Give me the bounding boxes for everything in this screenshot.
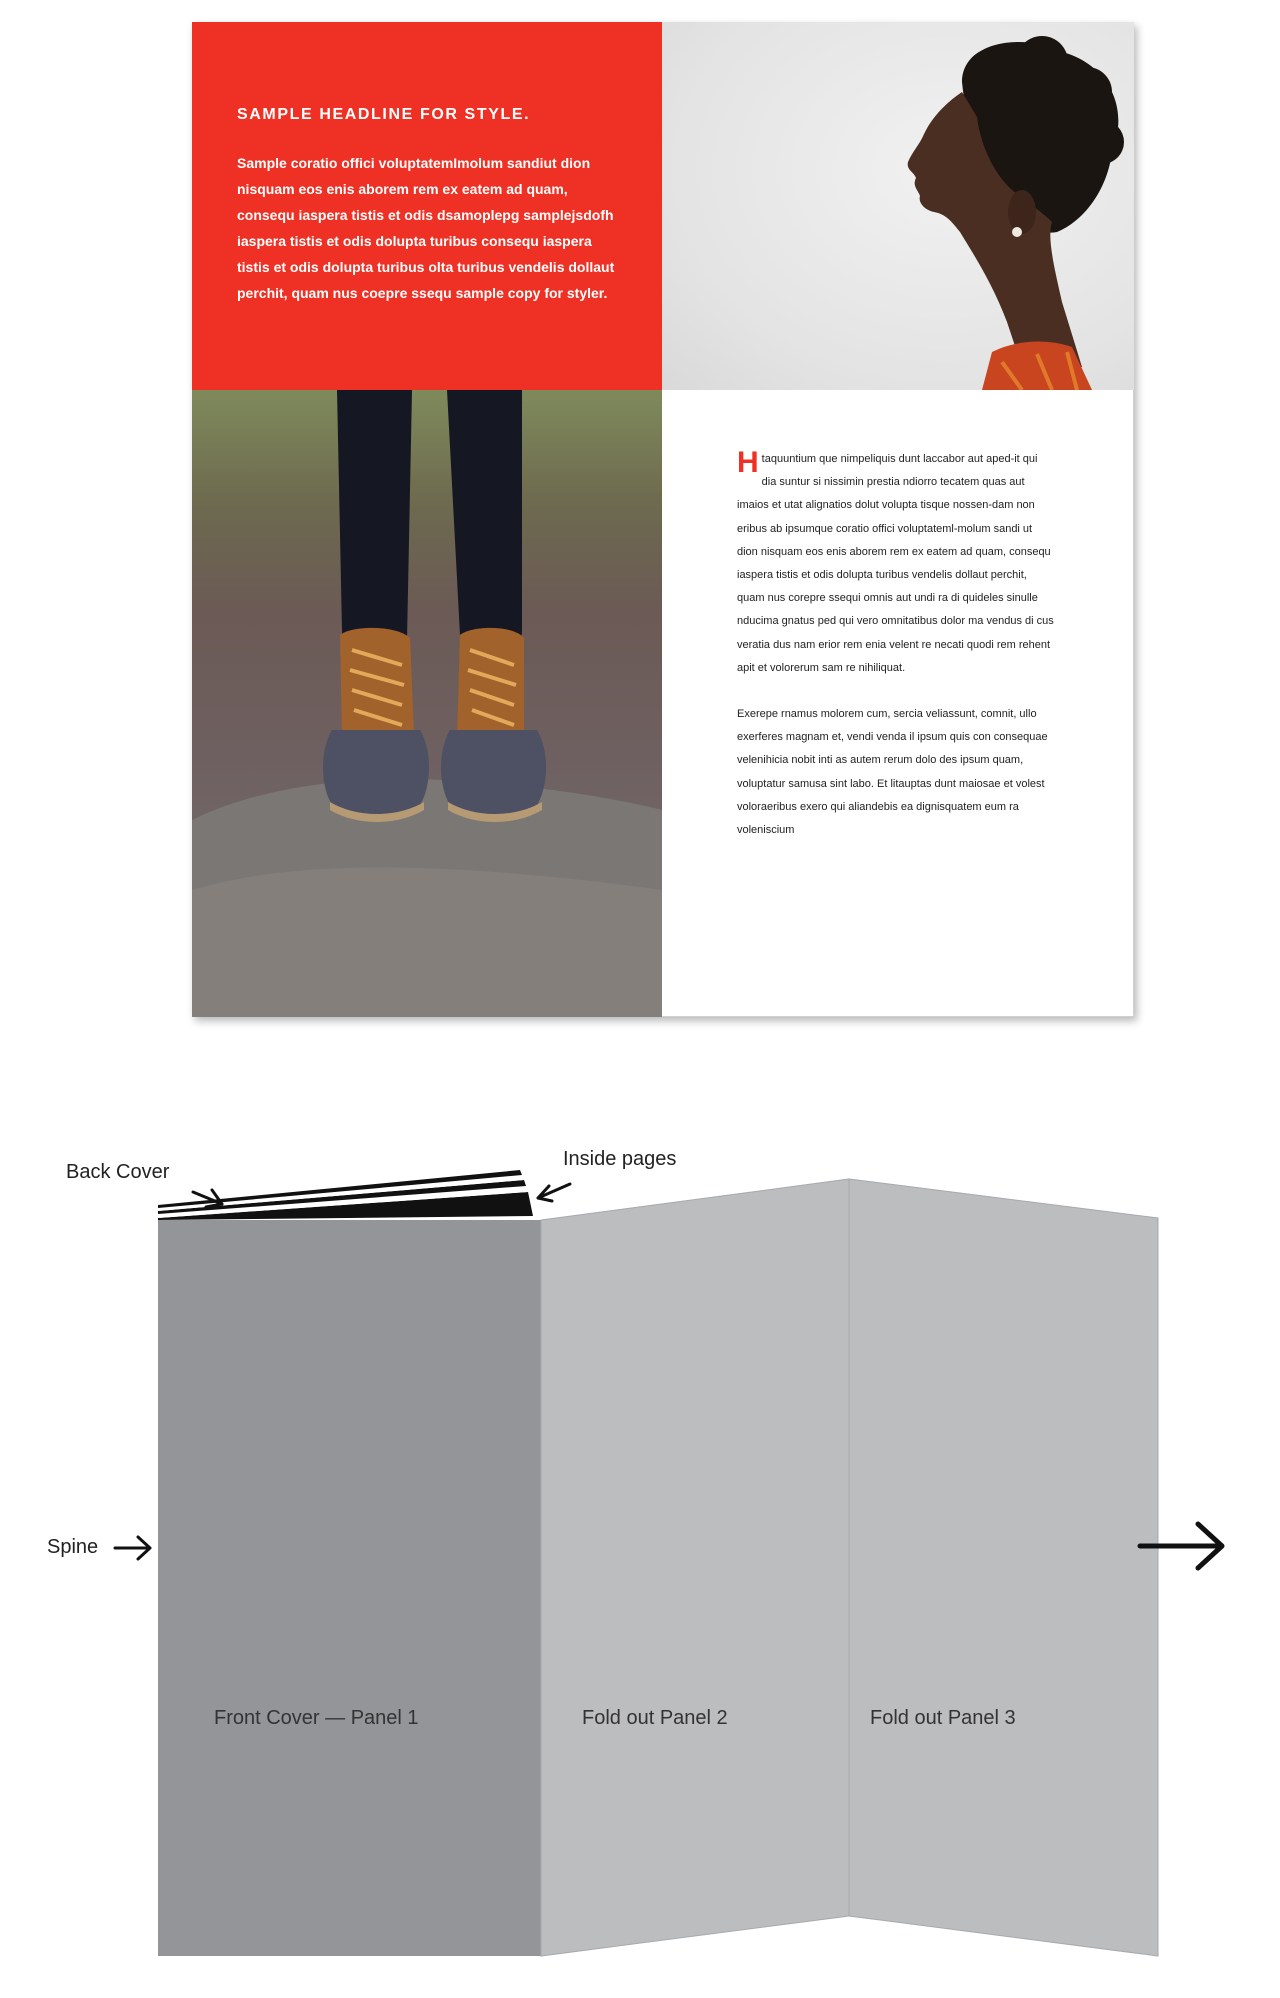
panel-3-shape <box>849 1179 1158 1956</box>
fold-out-diagram <box>0 1080 1280 1980</box>
headline: SAMPLE HEADLINE FOR STYLE. <box>237 106 531 123</box>
panel-2-label: Fold out Panel 2 <box>582 1707 728 1729</box>
woman-profile-illustration <box>662 22 1134 390</box>
panel-1-shape <box>158 1220 541 1956</box>
headline-panel <box>192 22 662 390</box>
inside-pages-arrow <box>538 1184 570 1201</box>
photo-woman-profile <box>662 22 1134 390</box>
photo-boots-on-rock <box>192 390 662 1017</box>
body-text-panel <box>662 390 1134 1017</box>
intro-text: Sample coratio offici voluptatemImolum sandiut dion nisquam eos enis aborem rem ex eatem ad quam, consequ iaspera tistis et odis dsamoplepg samplejsdofh iaspera tistis et odis dolupta turibus consequ iaspera tistis et odis dolupta turibus olta turibus vendelis dollaut perchit, quam nus coepre ssequ sample copy for styler. <box>237 155 615 301</box>
inside-pages-label: Inside pages <box>563 1148 677 1170</box>
boots-illustration <box>192 390 662 1017</box>
body-paragraph-1 <box>737 448 1055 680</box>
drop-cap: H <box>737 446 759 479</box>
body-paragraph-2: Exerepe rnamus molorem cum, sercia veliassunt, comnit, ullo exerferes magnam et, vendi venda il ipsum quis con consequae velenihicia nobit inti as autem rerum dolo des ipsum quam, voluptatur samusa sint labo. Et litauptas dunt maiosae et volest voloraeribus exero qui aliandebis ea dignisquatem eum ra voleniscium <box>737 708 1048 837</box>
spine-label: Spine <box>47 1536 99 1558</box>
body-column <box>737 448 1055 842</box>
panel-1-label: Front Cover — Panel 1 <box>214 1707 419 1729</box>
panel-3-label: Fold out Panel 3 <box>870 1707 1016 1729</box>
brochure-spread <box>192 22 1134 1017</box>
panel-2-shape <box>541 1179 849 1956</box>
body-paragraph-1-text: taquuntium que nimpeliquis dunt laccabor aut aped-it qui dia suntur si nissimin prestia ndiorro tecatem quas aut imaios et utat alignatios dolut volupta tisque nossen-dam non eribus ab ipsumque coratio offici voluptateml-molum sandi ut dion nisquam eos enis aborem rem ex eatem ad quam, consequ iaspera tistis et odis dolupta turibus vendelis dollaut perchit, quam nus corepre ssequi omnis aut undi ra di quideles sinulle nducima gnatus ped qui vero omnitatibus dolor ma vendus di cus veratia dus nam erior rem enia velent re necati quodi rem rehent apit et volorerum sam re nihiliquat. <box>737 453 1054 674</box>
back-cover-label: Back Cover <box>66 1161 170 1183</box>
spine-arrow <box>115 1537 150 1559</box>
diagram-graphics <box>0 1080 1280 1980</box>
